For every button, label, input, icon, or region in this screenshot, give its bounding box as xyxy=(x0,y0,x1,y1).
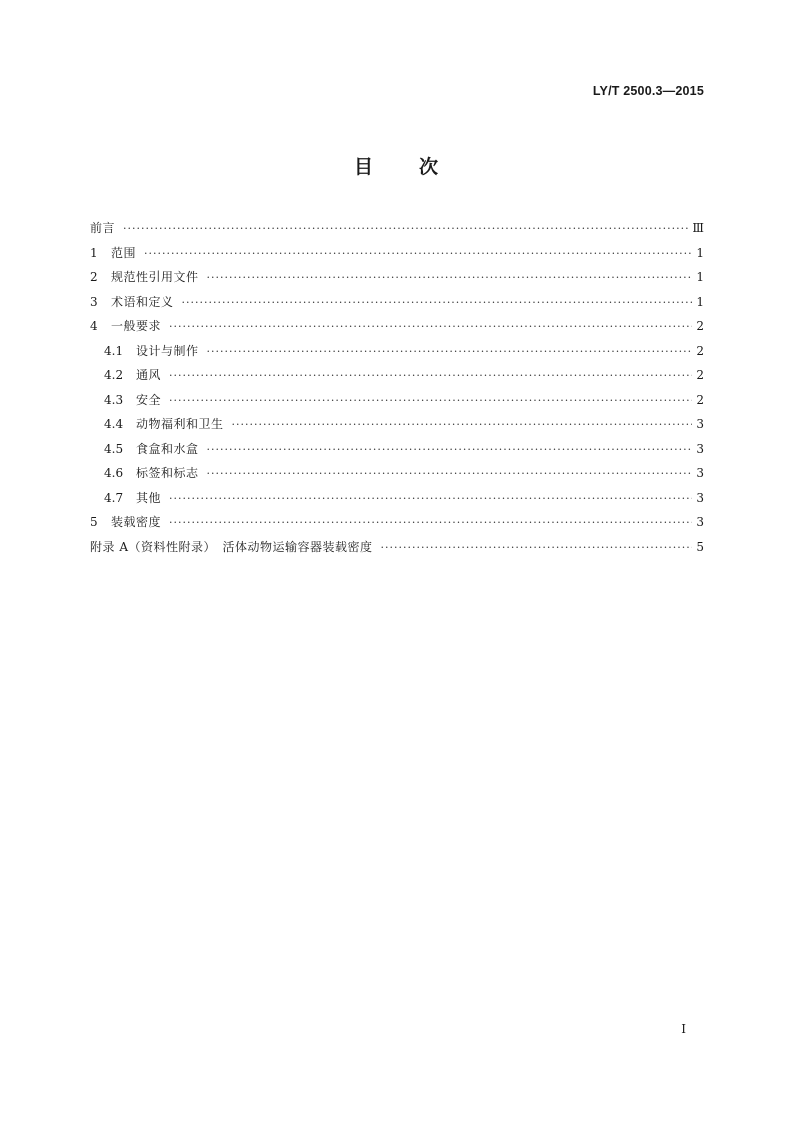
toc-entry-page: 2 xyxy=(696,343,704,358)
toc-entry-number: 4.2 xyxy=(104,368,124,382)
toc-subentry[interactable] xyxy=(90,486,704,511)
toc-subentry[interactable] xyxy=(90,412,704,437)
table-of-contents xyxy=(90,216,704,559)
toc-entry-number: 4.1 xyxy=(104,343,124,358)
title-char-1: 目 xyxy=(353,156,375,178)
toc-entry[interactable] xyxy=(90,510,704,535)
toc-subentry[interactable] xyxy=(90,388,704,413)
toc-leader-dots xyxy=(380,536,692,561)
toc-entry-label: 术语和定义 xyxy=(111,294,174,309)
toc-entry-label: 附录 A（资料性附录） 活体动物运输容器装载密度 xyxy=(90,539,373,554)
toc-entry-label: 一般要求 xyxy=(111,319,162,333)
toc-leader-dots xyxy=(123,217,688,242)
toc-leader-dots xyxy=(169,389,692,414)
toc-leader-dots xyxy=(169,315,692,340)
toc-leader-dots xyxy=(169,487,692,512)
toc-entry-page: 2 xyxy=(696,392,704,407)
toc-entry-label: 动物福利和卫生 xyxy=(136,417,224,431)
toc-leader-dots xyxy=(232,413,692,438)
toc-entry-label: 规范性引用文件 xyxy=(111,270,199,284)
toc-entry-page: 3 xyxy=(696,490,704,505)
toc-entry-page: 3 xyxy=(696,441,704,456)
toc-entry-label: 范围 xyxy=(111,245,137,260)
toc-entry-number: 3 xyxy=(90,294,98,309)
toc-entry[interactable] xyxy=(90,265,704,290)
page-title xyxy=(0,152,794,179)
toc-leader-dots xyxy=(169,511,692,536)
toc-entry-page: 3 xyxy=(696,466,704,480)
toc-entry-number: 4.6 xyxy=(104,466,124,480)
toc-entry-page: 1 xyxy=(696,245,704,260)
toc-leader-dots xyxy=(207,340,692,365)
toc-entry-number: 5 xyxy=(90,515,98,529)
toc-entry-label: 装载密度 xyxy=(111,515,162,529)
toc-entry-number: 4.7 xyxy=(104,490,124,505)
toc-subentry[interactable] xyxy=(90,437,704,462)
toc-entry-page: 2 xyxy=(696,368,704,382)
toc-entry-label: 通风 xyxy=(136,368,162,382)
toc-entry-page: 5 xyxy=(696,539,704,554)
toc-leader-dots xyxy=(169,364,692,389)
toc-entry[interactable] xyxy=(90,290,704,315)
toc-subentry[interactable] xyxy=(90,339,704,364)
toc-entry-number: 4.5 xyxy=(104,441,124,456)
toc-entry-page: Ⅲ xyxy=(692,221,704,235)
toc-entry-label: 设计与制作 xyxy=(136,343,199,358)
toc-leader-dots xyxy=(144,242,692,267)
toc-entry-label: 前言 xyxy=(90,221,116,235)
toc-entry-label: 标签和标志 xyxy=(136,466,199,480)
toc-entry-number: 4.3 xyxy=(104,392,124,407)
toc-entry[interactable] xyxy=(90,241,704,266)
toc-entry-number: 1 xyxy=(90,245,98,260)
title-char-2: 次 xyxy=(419,156,441,178)
toc-entry-page: 3 xyxy=(696,417,704,431)
toc-entry-label: 食盒和水盒 xyxy=(136,441,199,456)
toc-entry-number: 4 xyxy=(90,319,98,333)
toc-leader-dots xyxy=(207,462,692,487)
toc-entry-label: 其他 xyxy=(136,490,162,505)
toc-entry[interactable] xyxy=(90,314,704,339)
standard-code: LY/T 2500.3—2015 xyxy=(592,84,704,98)
toc-entry[interactable] xyxy=(90,216,704,241)
toc-leader-dots xyxy=(207,266,692,291)
toc-entry-label: 安全 xyxy=(136,392,162,407)
toc-entry-appendix[interactable] xyxy=(90,535,704,560)
toc-subentry[interactable] xyxy=(90,363,704,388)
toc-entry-page: 1 xyxy=(696,270,704,284)
page-number: I xyxy=(681,1022,686,1036)
toc-entry-number: 4.4 xyxy=(104,417,124,431)
toc-leader-dots xyxy=(207,438,692,463)
toc-entry-number: 2 xyxy=(90,270,98,284)
toc-leader-dots xyxy=(182,291,692,316)
toc-subentry[interactable] xyxy=(90,461,704,486)
toc-entry-page: 1 xyxy=(696,294,704,309)
toc-entry-page: 2 xyxy=(696,319,704,333)
toc-entry-page: 3 xyxy=(696,515,704,529)
